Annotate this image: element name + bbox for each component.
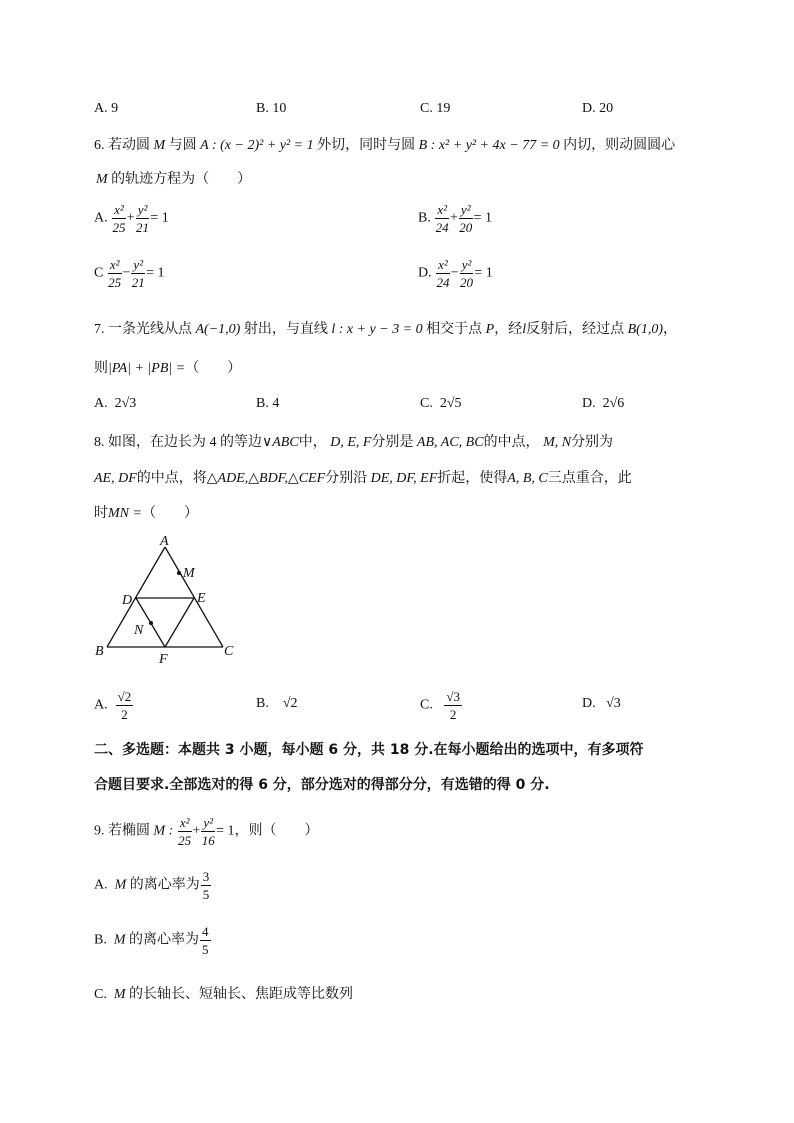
q9-d2: 16 xyxy=(201,833,215,848)
q6-stem-line2 xyxy=(96,168,251,188)
q8-option-b-label: B. xyxy=(256,696,269,711)
q7-stem-text-4: ，经 xyxy=(494,322,523,337)
q8-option-b xyxy=(256,696,298,712)
q6-stem-text-4: 内切，则动圆圆心 xyxy=(563,138,676,153)
q8-line3-text-2: （ ） xyxy=(141,506,198,521)
q9-n1: x² xyxy=(179,815,190,830)
label-e: E xyxy=(197,591,206,606)
q8-option-b-value: √2 xyxy=(282,696,298,711)
q8-points-mn: M, N xyxy=(543,435,572,450)
q9-stem-text-2: ，则（ ） xyxy=(234,823,319,839)
q6-b-n2: y² xyxy=(460,202,471,217)
q5-option-a: A. 9 xyxy=(94,101,119,116)
q7-stem-line2 xyxy=(94,357,241,377)
q6-a-n1: x² xyxy=(114,202,124,217)
q6-b-d2: 20 xyxy=(459,220,473,235)
q9-option-a xyxy=(94,870,212,901)
q8-option-d xyxy=(582,696,621,712)
q6-b-op: + xyxy=(450,210,458,226)
q6-d-n1: x² xyxy=(438,257,448,272)
q9-option-c-m: M xyxy=(113,987,126,1002)
q7-stem-text-5: 反射后，经过点 xyxy=(526,322,625,337)
q6-c-rhs: = 1 xyxy=(146,265,165,281)
q8-points-def: D, E, F xyxy=(330,435,372,450)
q9-frac2 xyxy=(201,816,215,847)
q9-b-num: 4 xyxy=(202,924,209,939)
q7-line2-text: 则 xyxy=(94,361,108,376)
q5-option-c: C. 19 xyxy=(420,101,451,116)
q8-option-c-label: C. xyxy=(420,697,433,713)
q6-option-a xyxy=(94,203,169,234)
q7-option-a xyxy=(94,396,136,412)
q7-stem-text-2: 射出，与直线 xyxy=(243,322,328,337)
q7-option-b: B. 4 xyxy=(256,396,280,411)
q9-option-c-label: C. xyxy=(94,987,107,1002)
q8-stem-text: 8. 如图，在边长为 4 的等边 xyxy=(94,435,262,450)
q8-option-c-frac xyxy=(444,690,462,721)
q8-option-a-frac xyxy=(116,690,134,721)
q7-point-p: P xyxy=(485,322,495,337)
q9-option-b-label: B. xyxy=(94,932,107,948)
q8-stem xyxy=(94,431,613,451)
q8-a-den: 2 xyxy=(121,707,128,722)
q6-a-n2: y² xyxy=(137,202,148,217)
q8-stem-text-4: 的中点， xyxy=(483,435,540,450)
q5-option-b: B. 10 xyxy=(256,101,287,116)
q9-option-b-frac xyxy=(200,925,211,956)
q8-line2-points: A, B, C xyxy=(507,471,548,486)
q8-c-num: √3 xyxy=(446,689,460,704)
q7-expression: |PA| + |PB| = xyxy=(108,361,186,376)
q8-triangle: ∨ABC xyxy=(262,435,299,450)
q9-op: + xyxy=(192,823,201,839)
q8-options xyxy=(94,686,714,726)
label-d: D xyxy=(122,593,133,608)
q8-c-den: 2 xyxy=(449,707,457,722)
q8-option-a xyxy=(94,690,134,721)
q9-stem xyxy=(94,816,318,847)
q6-c-d1: 25 xyxy=(108,275,122,290)
label-c: C xyxy=(224,644,234,659)
q9-rhs: = 1 xyxy=(216,823,235,839)
point-m xyxy=(177,571,181,575)
q6-var-m-2: M xyxy=(96,172,108,187)
q8-a-num: √2 xyxy=(117,689,132,704)
q8-stem-line3 xyxy=(94,502,198,522)
q9-option-a-label: A. xyxy=(94,877,108,893)
q6-d-d1: 24 xyxy=(436,275,450,290)
q8-stem-line2 xyxy=(94,467,632,487)
q6-c-n2: y² xyxy=(133,257,144,272)
q6-a-rhs: = 1 xyxy=(150,210,169,226)
q6-b-d1: 24 xyxy=(435,220,449,235)
q7-option-c-label: C. xyxy=(420,396,433,411)
label-n: N xyxy=(134,623,144,638)
q7-option-d xyxy=(582,396,624,412)
q9-b-den: 5 xyxy=(202,942,209,957)
q8-line3-mn: MN = xyxy=(108,506,142,521)
q6-a-d1: 25 xyxy=(112,220,126,235)
q6-b-frac1 xyxy=(435,203,449,234)
q7-option-c-value: 2√5 xyxy=(439,396,462,411)
q6-c-op: − xyxy=(122,265,131,281)
q6-a-op: + xyxy=(126,210,135,226)
section-2-heading-line2: 合题目要求.全部选对的得 6 分，部分选对的得部分分，有选错的得 0 分. xyxy=(94,777,550,793)
q5-options xyxy=(94,101,714,123)
q8-line2-fold-segs: DE, DF, EF xyxy=(370,471,438,486)
q6-option-c xyxy=(94,258,165,289)
q6-b-n1: x² xyxy=(437,202,448,217)
edge-ef xyxy=(165,598,194,647)
q8-line2-text-3: 折起，使得 xyxy=(437,471,508,486)
q9-stem-text: 9. 若椭圆 xyxy=(94,823,150,839)
q9-d1: 25 xyxy=(178,833,192,848)
q7-stem-text: 7. 一条光线从点 xyxy=(94,322,192,337)
q7-option-d-label: D. xyxy=(582,396,596,411)
q6-stem xyxy=(94,134,675,154)
q6-stem-text: 6. 若动圆 xyxy=(94,138,150,153)
q6-stem-text-2: 与圆 xyxy=(168,138,197,153)
q9-a-den: 5 xyxy=(202,887,210,902)
label-b: B xyxy=(95,644,104,659)
q8-option-d-value: √3 xyxy=(606,696,621,711)
q7-option-d-value: 2√6 xyxy=(602,396,625,411)
q7-stem-text-6: ， xyxy=(663,322,677,337)
q6-circle-a: A : (x − 2)² + y² = 1 xyxy=(200,138,314,153)
q9-option-c xyxy=(94,983,353,1003)
q7-option-a-label: A. xyxy=(94,396,108,411)
section-2-heading: 二、多选题：本题共 3 小题，每小题 6 分，共 18 分.在每小题给出的选项中，有多项符 xyxy=(94,742,644,758)
label-a: A xyxy=(160,534,169,549)
q6-d-frac1 xyxy=(436,258,450,289)
q8-option-c xyxy=(420,690,463,721)
q9-option-b xyxy=(94,925,212,956)
q7-var-l: l xyxy=(522,322,527,337)
q8-stem-text-3: 分别是 xyxy=(371,435,414,450)
q7-point-b: B(1,0) xyxy=(627,322,663,337)
q5-option-d: D. 20 xyxy=(582,101,614,116)
q6-d-frac2 xyxy=(460,258,474,289)
q6-b-rhs: = 1 xyxy=(473,210,492,226)
q6-circle-b: B : x² + y² + 4x − 77 = 0 xyxy=(418,138,560,153)
q6-option-b-label: B. xyxy=(418,210,431,226)
q9-frac1 xyxy=(178,816,192,847)
q6-a-frac2 xyxy=(136,203,150,234)
q6-option-c-label: C xyxy=(94,265,104,281)
q7-options xyxy=(94,396,714,418)
q6-option-d-label: D. xyxy=(418,265,432,281)
q8-line3-text: 时 xyxy=(94,506,108,521)
q6-d-d2: 20 xyxy=(460,275,474,290)
q6-b-frac2 xyxy=(459,203,473,234)
q8-segments: AB, AC, BC xyxy=(416,435,484,450)
q7-stem-text-3: 相交于点 xyxy=(426,322,483,337)
q8-line2-text: 的中点，将 xyxy=(136,471,207,486)
q6-c-frac2 xyxy=(131,258,145,289)
q6-option-a-label: A. xyxy=(94,210,108,226)
q6-d-n2: y² xyxy=(461,257,472,272)
q7-line-l: l : x + y − 3 = 0 xyxy=(331,322,423,337)
q8-stem-text-5: 分别为 xyxy=(571,435,614,450)
point-n xyxy=(149,621,153,625)
q7-option-a-value: 2√3 xyxy=(114,396,137,411)
q6-stem-text-3: 外切，同时与圆 xyxy=(317,138,416,153)
q9-n2: y² xyxy=(203,815,214,830)
q8-line2-text-4: 三点重合，此 xyxy=(547,471,632,486)
q8-option-d-label: D. xyxy=(582,696,596,711)
q7-stem xyxy=(94,318,677,338)
label-f: F xyxy=(159,652,168,667)
label-m: M xyxy=(183,566,195,581)
q6-a-frac1 xyxy=(112,203,126,234)
q6-c-d2: 21 xyxy=(131,275,145,290)
q8-line2-segs: AE, DF xyxy=(94,471,137,486)
q9-option-b-m: M xyxy=(113,932,126,948)
q8-line2-triangles: △ADE,△BDF,△CEF xyxy=(206,471,326,486)
q9-a-num: 3 xyxy=(202,869,210,884)
q6-d-op: − xyxy=(450,265,459,281)
q6-d-rhs: = 1 xyxy=(474,265,493,281)
q8-option-a-label: A. xyxy=(94,697,108,713)
q6-c-n1: x² xyxy=(109,257,120,272)
q6-a-d2: 21 xyxy=(136,220,150,235)
q6-stem-text-5: 的轨迹方程为（ ） xyxy=(111,172,252,187)
q9-option-c-text: 的长轴长、短轴长、焦距成等比数列 xyxy=(129,987,354,1002)
q8-triangle-figure xyxy=(90,532,250,667)
q9-option-a-m: M xyxy=(114,877,127,893)
q7-option-c xyxy=(420,396,462,412)
q6-var-m: M xyxy=(153,138,166,153)
q8-stem-text-2: 中， xyxy=(298,435,327,450)
q6-option-b xyxy=(418,203,492,234)
q8-line2-text-2: 分别沿 xyxy=(325,471,368,486)
q9-option-a-text: 的离心率为 xyxy=(129,877,200,893)
q6-option-d xyxy=(418,258,493,289)
q9-option-a-frac xyxy=(201,870,212,901)
q9-option-b-text: 的离心率为 xyxy=(129,932,200,948)
q7-line2-text-2: （ ） xyxy=(185,361,242,376)
q6-c-frac1 xyxy=(108,258,122,289)
q9-var-m: M : xyxy=(153,823,174,839)
q7-point-a: A(−1,0) xyxy=(195,322,241,337)
